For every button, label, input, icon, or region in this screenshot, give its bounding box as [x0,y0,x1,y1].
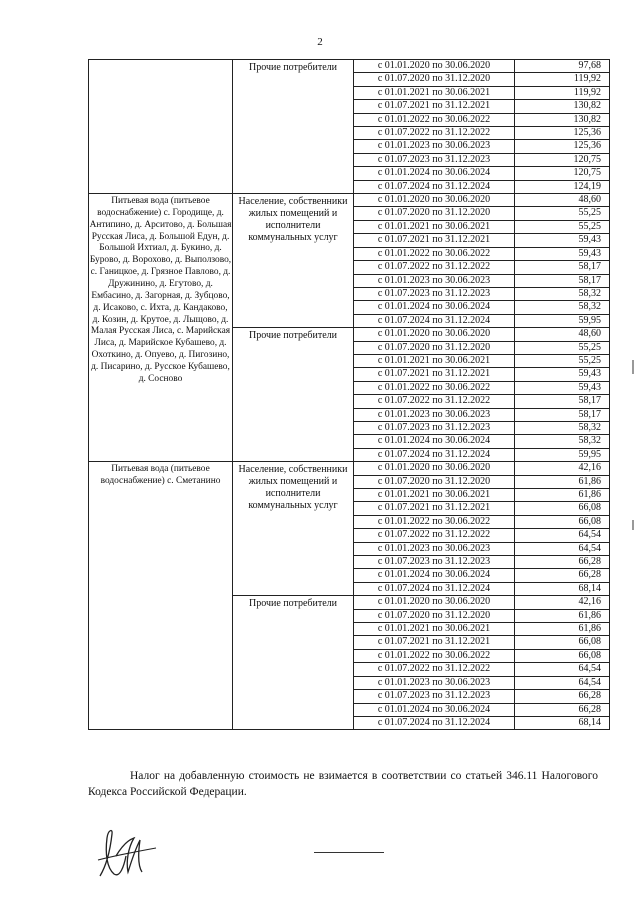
period-cell: с 01.07.2021 по 31.12.2021 [354,636,515,649]
tariff-value-cell: 55,25 [515,354,610,367]
tariff-value-cell: 61,86 [515,623,610,636]
tariff-value-cell: 58,32 [515,421,610,434]
period-cell: с 01.07.2021 по 31.12.2021 [354,368,515,381]
period-cell: с 01.01.2024 по 30.06.2024 [354,703,515,716]
period-cell: с 01.01.2020 по 30.06.2020 [354,328,515,341]
tariff-value-cell: 58,32 [515,301,610,314]
period-cell: с 01.07.2022 по 31.12.2022 [354,529,515,542]
tariff-value-cell: 119,92 [515,86,610,99]
tariff-value-cell: 68,14 [515,716,610,729]
scan-mark [632,520,634,530]
tariff-value-cell: 58,32 [515,435,610,448]
period-cell: с 01.01.2021 по 30.06.2021 [354,623,515,636]
period-cell: с 01.07.2024 по 31.12.2024 [354,582,515,595]
vat-note: Налог на добавленную стоимость не взимается в соответствии со статьей 346.11 Налогового Кодекса Российской Федерации. [88,770,598,798]
period-cell: с 01.01.2020 по 30.06.2020 [354,462,515,475]
tariff-value-cell: 59,43 [515,247,610,260]
period-cell: с 01.07.2022 по 31.12.2022 [354,663,515,676]
tariff-value-cell: 64,54 [515,676,610,689]
period-cell: с 01.01.2020 по 30.06.2020 [354,194,515,207]
period-cell: с 01.01.2022 по 30.06.2022 [354,113,515,126]
period-cell: с 01.07.2020 по 31.12.2020 [354,475,515,488]
tariff-value-cell: 59,43 [515,234,610,247]
consumer-category-cell: Прочие потребители [233,328,354,462]
period-cell: с 01.01.2022 по 30.06.2022 [354,381,515,394]
period-cell: с 01.07.2024 по 31.12.2024 [354,314,515,327]
period-cell: с 01.07.2020 по 31.12.2020 [354,207,515,220]
period-cell: с 01.01.2024 по 30.06.2024 [354,569,515,582]
scan-mark [632,360,634,374]
period-cell: с 01.01.2021 по 30.06.2021 [354,354,515,367]
period-cell: с 01.01.2023 по 30.06.2023 [354,274,515,287]
service-description-cell: Питьевая вода (питьевое водоснабжение) с. Сметанино [89,462,233,730]
tariff-value-cell: 58,17 [515,408,610,421]
period-cell: с 01.01.2020 по 30.06.2020 [354,60,515,73]
period-cell: с 01.07.2022 по 31.12.2022 [354,395,515,408]
period-cell: с 01.01.2023 по 30.06.2023 [354,542,515,555]
tariff-value-cell: 66,28 [515,556,610,569]
tariff-value-cell: 124,19 [515,180,610,193]
period-cell: с 01.01.2021 по 30.06.2021 [354,220,515,233]
tariff-value-cell: 66,28 [515,569,610,582]
tariff-table [88,59,610,730]
tariff-value-cell: 66,08 [515,515,610,528]
service-description-cell: Питьевая вода (питьевое водоснабжение) с. Городище, д. Антипино, д. Арситово, д. Большая Русская Лиса, д. Большой Едун, д. Большой Ихтиал, д. Букино, д. Бурово, д. Ворохово, д. Выползово, с. Ганицкое, д. Грязное Павлово, д. Дружинино, д. Егутово, д. Ембасино, д. Загорная, д. Зубцово, д. Исаково, с. Ихта, д. Кандаково, д. Козин, д. Крутое, д. Лыщово, д. Малая Русская Лиса, с. Марийская Лиса, д. Марийское Кубашево, д. Охоткино, д. Опуево, д. Пигозино, д. Писарино, д. Русское Кубашево, д. Сосново [89,194,233,462]
period-cell: с 01.07.2023 по 31.12.2023 [354,153,515,166]
tariff-value-cell: 58,32 [515,287,610,300]
period-cell: с 01.07.2021 по 31.12.2021 [354,100,515,113]
period-cell: с 01.01.2023 по 30.06.2023 [354,676,515,689]
tariff-value-cell: 55,25 [515,220,610,233]
tariff-value-cell: 97,68 [515,60,610,73]
consumer-category-cell: Население, собственники жилых помещений и исполнители коммунальных услуг [233,194,354,328]
period-cell: с 01.01.2022 по 30.06.2022 [354,515,515,528]
period-cell: с 01.01.2023 по 30.06.2023 [354,408,515,421]
consumer-category-cell: Прочие потребители [233,596,354,730]
tariff-value-cell: 66,08 [515,636,610,649]
tariff-value-cell: 120,75 [515,167,610,180]
period-cell: с 01.01.2021 по 30.06.2021 [354,86,515,99]
period-cell: с 01.07.2023 по 31.12.2023 [354,421,515,434]
tariff-value-cell: 61,86 [515,489,610,502]
tariff-value-cell: 66,28 [515,703,610,716]
tariff-value-cell: 125,36 [515,140,610,153]
signature-icon [94,826,166,882]
tariff-value-cell: 130,82 [515,100,610,113]
period-cell: с 01.07.2024 по 31.12.2024 [354,448,515,461]
tariff-value-cell: 64,54 [515,529,610,542]
tariff-value-cell: 66,08 [515,502,610,515]
period-cell: с 01.07.2024 по 31.12.2024 [354,180,515,193]
tariff-value-cell: 125,36 [515,127,610,140]
period-cell: с 01.01.2022 по 30.06.2022 [354,649,515,662]
tariff-value-cell: 59,95 [515,314,610,327]
table-row [89,60,610,73]
tariff-value-cell: 119,92 [515,73,610,86]
tariff-value-cell: 66,28 [515,690,610,703]
period-cell: с 01.07.2023 по 31.12.2023 [354,556,515,569]
period-cell: с 01.01.2022 по 30.06.2022 [354,247,515,260]
tariff-value-cell: 42,16 [515,462,610,475]
period-cell: с 01.01.2024 по 30.06.2024 [354,301,515,314]
tariff-value-cell: 42,16 [515,596,610,609]
period-cell: с 01.01.2023 по 30.06.2023 [354,140,515,153]
period-cell: с 01.01.2024 по 30.06.2024 [354,167,515,180]
period-cell: с 01.07.2023 по 31.12.2023 [354,287,515,300]
tariff-value-cell: 48,60 [515,194,610,207]
table-row [89,462,610,475]
service-description-cell [89,60,233,194]
tariff-value-cell: 59,43 [515,368,610,381]
tariff-value-cell: 61,86 [515,475,610,488]
period-cell: с 01.07.2020 по 31.12.2020 [354,341,515,354]
tariff-value-cell: 64,54 [515,663,610,676]
tariff-value-cell: 59,43 [515,381,610,394]
tariff-value-cell: 68,14 [515,582,610,595]
page-number: 2 [317,36,323,48]
tariff-value-cell: 59,95 [515,448,610,461]
period-cell: с 01.07.2021 по 31.12.2021 [354,234,515,247]
period-cell: с 01.01.2024 по 30.06.2024 [354,435,515,448]
tariff-value-cell: 66,08 [515,649,610,662]
period-cell: с 01.07.2023 по 31.12.2023 [354,690,515,703]
period-cell: с 01.07.2024 по 31.12.2024 [354,716,515,729]
consumer-category-cell: Население, собственники жилых помещений и исполнители коммунальных услуг [233,462,354,596]
period-cell: с 01.07.2022 по 31.12.2022 [354,127,515,140]
tariff-value-cell: 130,82 [515,113,610,126]
period-cell: с 01.07.2021 по 31.12.2021 [354,502,515,515]
tariff-value-cell: 55,25 [515,341,610,354]
period-cell: с 01.07.2022 по 31.12.2022 [354,261,515,274]
tariff-value-cell: 55,25 [515,207,610,220]
period-cell: с 01.07.2020 по 31.12.2020 [354,73,515,86]
consumer-category-cell: Прочие потребители [233,60,354,194]
table-row [89,194,610,207]
tariff-value-cell: 58,17 [515,274,610,287]
tariff-value-cell: 58,17 [515,261,610,274]
tariff-value-cell: 61,86 [515,609,610,622]
tariff-table-body [89,60,610,730]
tariff-value-cell: 48,60 [515,328,610,341]
tariff-value-cell: 120,75 [515,153,610,166]
tariff-value-cell: 64,54 [515,542,610,555]
footer-rule [314,852,384,853]
tariff-value-cell: 58,17 [515,395,610,408]
period-cell: с 01.01.2020 по 30.06.2020 [354,596,515,609]
period-cell: с 01.01.2021 по 30.06.2021 [354,489,515,502]
period-cell: с 01.07.2020 по 31.12.2020 [354,609,515,622]
